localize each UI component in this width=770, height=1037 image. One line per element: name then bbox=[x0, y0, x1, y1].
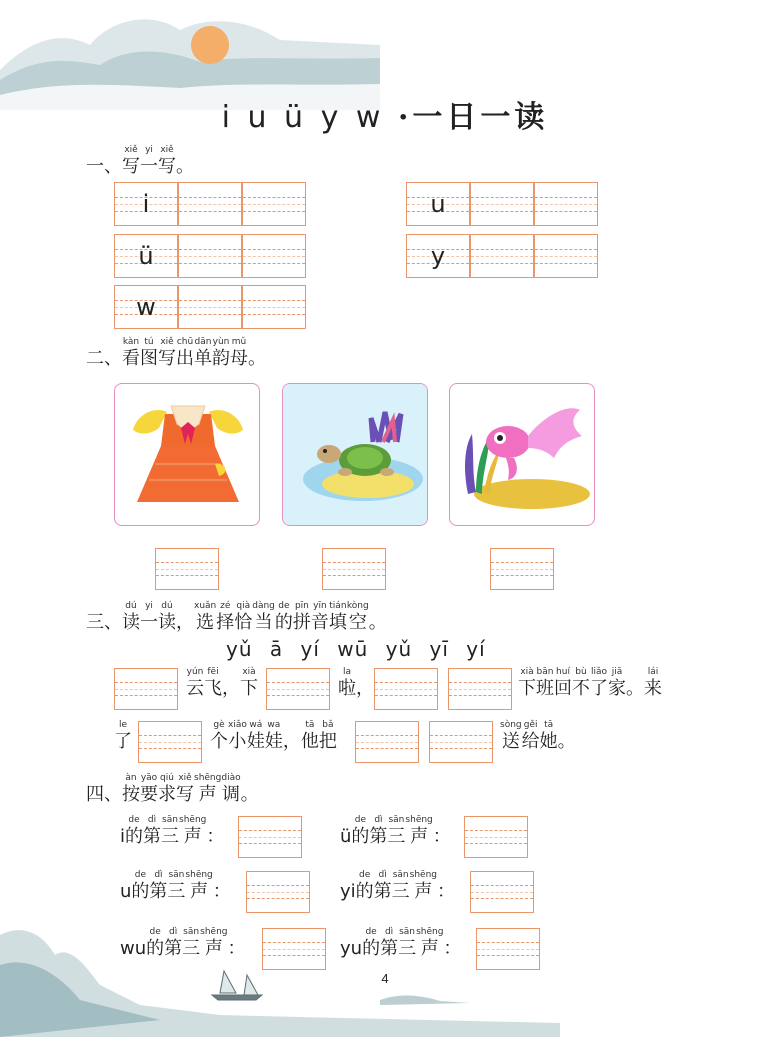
writing-box-y-1[interactable] bbox=[406, 234, 470, 278]
tone-item-char: ： bbox=[437, 881, 456, 902]
writing-box-u-umlaut-2[interactable] bbox=[178, 234, 242, 278]
tone-item bbox=[340, 927, 461, 960]
title-dot: · bbox=[397, 100, 413, 135]
sentence-1-part-1: yún 云 fēi 飞 ， xià 下 bbox=[186, 667, 258, 699]
writing-box-u-3[interactable] bbox=[534, 182, 598, 226]
tone-item-char: sān 三 bbox=[398, 927, 417, 959]
heading-char: 。 bbox=[248, 348, 266, 369]
tone-item bbox=[120, 870, 231, 903]
fill-blank-2[interactable] bbox=[266, 668, 330, 710]
heading-char: ， bbox=[176, 612, 194, 633]
tone-item-char: shēng 声 bbox=[409, 870, 438, 902]
page-title bbox=[0, 92, 770, 136]
writing-box-u-umlaut-1[interactable] bbox=[114, 234, 178, 278]
pinyin-options: yǔ ā yí wū yǔ yī yí bbox=[226, 637, 486, 661]
tone-item-char: sān 三 bbox=[167, 870, 186, 902]
heading-char: tián 填 bbox=[328, 601, 347, 633]
title-pinyin: i u ü y w bbox=[221, 100, 385, 135]
heading-char: yi 一 bbox=[140, 601, 158, 633]
tone-item-char: ： bbox=[212, 881, 231, 902]
tone-item bbox=[120, 815, 224, 848]
heading-char: tú 图 bbox=[140, 337, 158, 369]
tone-item-char: de 的 bbox=[351, 815, 370, 847]
tone-item-char: dì 第 bbox=[143, 815, 162, 847]
tone-item-char: de 的 bbox=[362, 927, 381, 959]
heading-char: pīn 拼 bbox=[292, 601, 311, 633]
heading-char: yi 一 bbox=[140, 145, 158, 177]
sentence-2-part-1: le 了 bbox=[114, 720, 132, 752]
fill-blank-4[interactable] bbox=[448, 668, 512, 710]
tone-item-char: sān 三 bbox=[391, 870, 410, 902]
heading-char: yīn 音 bbox=[310, 601, 329, 633]
tone-item-char: shēng 声 bbox=[200, 927, 228, 959]
letter-y: y bbox=[430, 242, 446, 270]
title-chinese: 一日一读 bbox=[412, 100, 549, 135]
goldfish-image bbox=[450, 384, 595, 526]
dress-image bbox=[115, 384, 260, 526]
heading-char: dàng 当 bbox=[252, 601, 275, 633]
heading-char: kòng 空 bbox=[346, 601, 369, 633]
heading-char: àn 按 bbox=[122, 773, 140, 805]
tone-item-letter: wu bbox=[120, 938, 147, 959]
writing-box-u-2[interactable] bbox=[470, 182, 534, 226]
tone-item bbox=[340, 870, 455, 903]
heading-char: xiě 写 bbox=[176, 773, 194, 805]
tone-item-char: de 的 bbox=[131, 870, 150, 902]
tone-item-char: sān 三 bbox=[161, 815, 180, 847]
tone-item bbox=[340, 815, 451, 848]
sentence-2-part-3: sòng 送 gěi 给 tā 她 。 bbox=[500, 720, 576, 752]
picture-card-goldfish bbox=[449, 383, 595, 526]
writing-box-y-3[interactable] bbox=[534, 234, 598, 278]
heading-char: xuǎn 选 bbox=[194, 601, 217, 633]
tone-item-char: sān 三 bbox=[387, 815, 406, 847]
tone-item-char: sān 三 bbox=[182, 927, 201, 959]
heading-char: shēng 声 bbox=[194, 773, 222, 805]
writing-box-i-1[interactable] bbox=[114, 182, 178, 226]
section2-heading bbox=[86, 337, 266, 370]
tone-item-char: shēng 声 bbox=[416, 927, 444, 959]
heading-char: chū 出 bbox=[176, 337, 194, 369]
picture-card-turtle bbox=[282, 383, 428, 526]
tone-item-char: ： bbox=[227, 938, 246, 959]
heading-char: de 的 bbox=[274, 601, 293, 633]
tone-answer-box[interactable] bbox=[464, 816, 528, 858]
fill-blank-6[interactable] bbox=[355, 721, 419, 763]
answer-box-dress[interactable] bbox=[155, 548, 219, 590]
tone-answer-box[interactable] bbox=[262, 928, 326, 970]
picture-card-dress bbox=[114, 383, 260, 526]
heading-char: yùn 韵 bbox=[212, 337, 230, 369]
fill-blank-5[interactable] bbox=[138, 721, 202, 763]
answer-box-goldfish[interactable] bbox=[490, 548, 554, 590]
writing-box-w-1[interactable] bbox=[114, 285, 178, 329]
section4-number: 四、 bbox=[86, 784, 122, 805]
tone-answer-box[interactable] bbox=[238, 816, 302, 858]
tone-answer-box[interactable] bbox=[246, 871, 310, 913]
writing-box-i-3[interactable] bbox=[242, 182, 306, 226]
heading-char: qià 恰 bbox=[234, 601, 253, 633]
tone-item-char: de 的 bbox=[146, 927, 165, 959]
sentence-1-part-3: xià 下 bān 班 huí 回 bù 不 liǎo 了 jiā 家 。 lái 来 bbox=[518, 667, 662, 699]
writing-box-w-3[interactable] bbox=[242, 285, 306, 329]
section4-heading bbox=[86, 773, 259, 806]
section1-number: 一、 bbox=[86, 156, 122, 177]
tone-item-letter: yu bbox=[340, 938, 363, 959]
letter-u-umlaut: ü bbox=[138, 242, 154, 270]
tone-item-letter: u bbox=[120, 881, 132, 902]
fill-blank-3[interactable] bbox=[374, 668, 438, 710]
fill-blank-7[interactable] bbox=[429, 721, 493, 763]
heading-char: xiě 写 bbox=[158, 337, 176, 369]
section2-number: 二、 bbox=[86, 348, 122, 369]
tone-item-char: dì 第 bbox=[164, 927, 183, 959]
heading-char: zé 择 bbox=[216, 601, 235, 633]
tone-item-letter: i bbox=[120, 826, 126, 847]
tone-item-char: ： bbox=[432, 826, 451, 847]
tone-item bbox=[120, 927, 246, 960]
heading-char: xiě 写 bbox=[158, 145, 176, 177]
writing-box-w-2[interactable] bbox=[178, 285, 242, 329]
page-number: 4 bbox=[381, 971, 389, 986]
heading-char: 。 bbox=[368, 612, 387, 633]
tone-item-char: de 的 bbox=[355, 870, 374, 902]
letter-u: u bbox=[430, 190, 446, 218]
heading-char: qiú 求 bbox=[158, 773, 176, 805]
heading-char: yāo 要 bbox=[140, 773, 158, 805]
sentence-2-part-2: gè 个 xiǎo 小 wá 娃 wa 娃 ， tā 他 bǎ 把 bbox=[210, 720, 337, 752]
heading-char: dú 读 bbox=[158, 601, 176, 633]
tone-item-char: ： bbox=[206, 826, 225, 847]
tone-answer-box[interactable] bbox=[470, 871, 534, 913]
heading-char: xiě 写 bbox=[122, 145, 140, 177]
section3-heading bbox=[86, 601, 387, 634]
tone-item-char: ： bbox=[443, 938, 462, 959]
tone-item-char: dì 第 bbox=[369, 815, 388, 847]
tone-item-char: dì 第 bbox=[373, 870, 392, 902]
tone-item-char: shēng 声 bbox=[405, 815, 433, 847]
tone-item-letter: ü bbox=[340, 826, 352, 847]
heading-char: dān 单 bbox=[194, 337, 212, 369]
fill-blank-1[interactable] bbox=[114, 668, 178, 710]
writing-box-u-umlaut-3[interactable] bbox=[242, 234, 306, 278]
answer-box-turtle[interactable] bbox=[322, 548, 386, 590]
writing-box-u-1[interactable] bbox=[406, 182, 470, 226]
tone-item-letter: yi bbox=[340, 881, 356, 902]
letter-i: i bbox=[142, 190, 150, 218]
tone-item-char: shēng 声 bbox=[185, 870, 213, 902]
tone-answer-box[interactable] bbox=[476, 928, 540, 970]
heading-char: 。 bbox=[240, 784, 259, 805]
section1-heading bbox=[86, 145, 194, 178]
writing-box-y-2[interactable] bbox=[470, 234, 534, 278]
sentence-1-part-2: la 啦 ， bbox=[338, 667, 374, 699]
heading-char: 。 bbox=[176, 156, 194, 177]
tone-item-char: shēng 声 bbox=[179, 815, 207, 847]
turtle-image bbox=[283, 384, 428, 526]
letter-w: w bbox=[136, 293, 156, 321]
writing-box-i-2[interactable] bbox=[178, 182, 242, 226]
heading-char: kàn 看 bbox=[122, 337, 140, 369]
heading-char: dú 读 bbox=[122, 601, 140, 633]
heading-char: mǔ 母 bbox=[230, 337, 248, 369]
tone-item-char: dì 第 bbox=[149, 870, 168, 902]
tone-item-char: dì 第 bbox=[380, 927, 399, 959]
heading-char: diào 调 bbox=[221, 773, 241, 805]
tone-item-char: de 的 bbox=[125, 815, 144, 847]
section3-number: 三、 bbox=[86, 612, 122, 633]
